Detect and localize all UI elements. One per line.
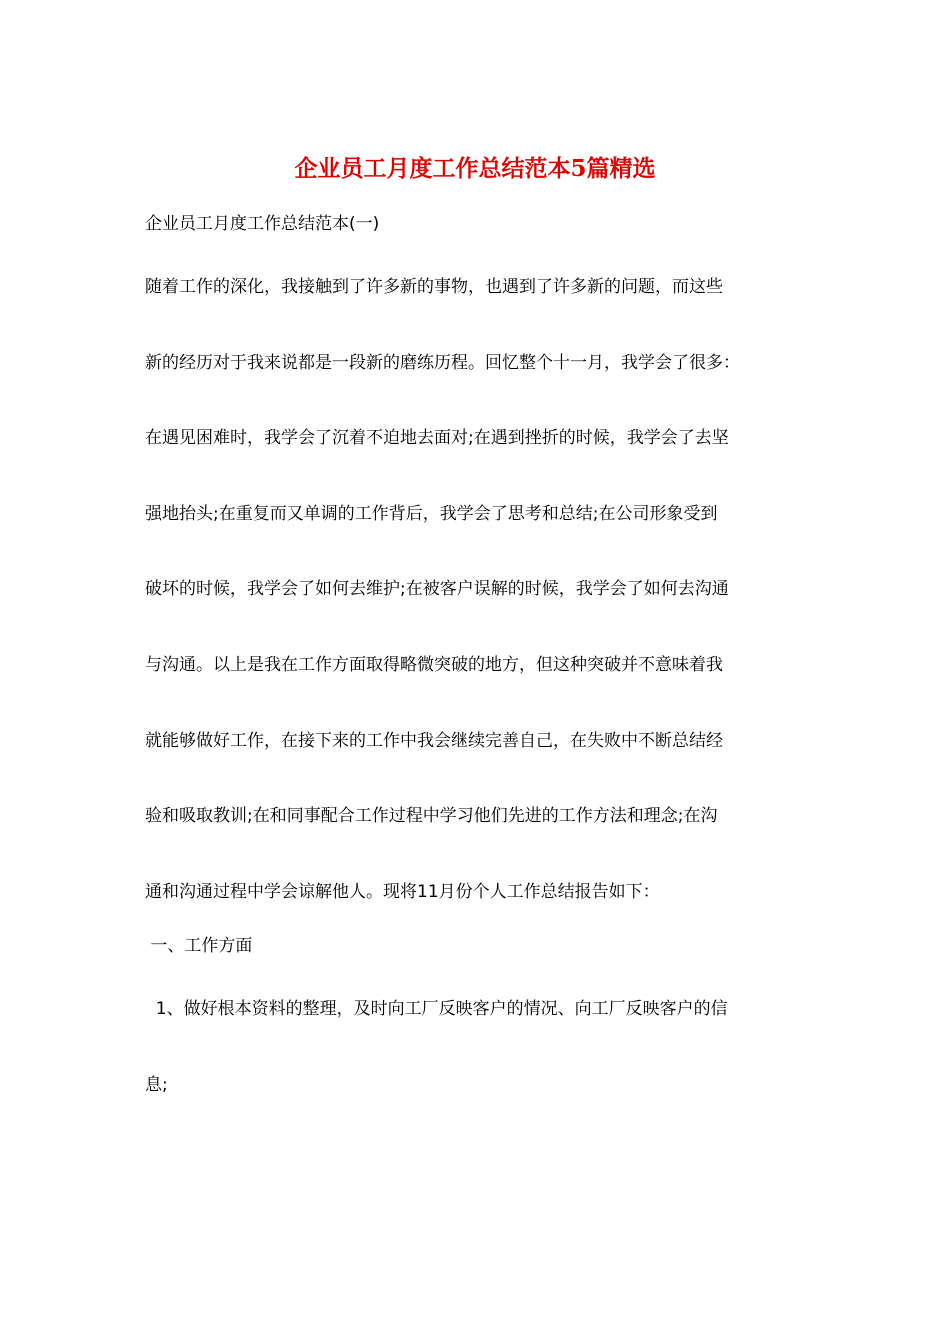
- intro-paragraph: [145, 272, 815, 952]
- paragraph-line: 与沟通。以上是我在工作方面取得略微突破的地方，但这种突破并不意味着我: [145, 654, 723, 675]
- list-item-line: 息;: [145, 1074, 168, 1095]
- paragraph-line: 破坏的时候，我学会了如何去维护;在被客户误解的时候，我学会了如何去沟通: [145, 579, 729, 600]
- paragraph-line: 就能够做好工作，在接下来的工作中我会继续完善自己，在失败中不断总结经: [145, 730, 723, 751]
- section-heading: 一、工作方面: [145, 936, 253, 956]
- list-item: [145, 994, 815, 1145]
- paragraph-line: 强地抬头;在重复而又单调的工作背后，我学会了思考和总结;在公司形象受到: [145, 503, 718, 524]
- paragraph-line: 在遇见困难时，我学会了沉着不迫地去面对;在遇到挫折的时候，我学会了去坚: [145, 428, 729, 449]
- paragraph-line: 通和沟通过程中学会谅解他人。现将11月份个人工作总结报告如下：: [145, 881, 660, 902]
- document-subtitle: 企业员工月度工作总结范本(一): [145, 214, 380, 234]
- document-title: 企业员工月度工作总结范本5篇精选: [294, 155, 656, 182]
- list-item-line: 1、做好根本资料的整理，及时向工厂反映客户的情况、向工厂反映客户的信: [145, 999, 728, 1019]
- paragraph-line: 验和吸取教训;在和同事配合工作过程中学习他们先进的工作方法和理念;在沟: [145, 806, 718, 827]
- paragraph-line: 随着工作的深化，我接触到了许多新的事物，也遇到了许多新的问题，而这些: [145, 277, 723, 297]
- paragraph-line: 新的经历对于我来说都是一段新的磨练历程。回忆整个十一月，我学会了很多：: [145, 352, 740, 373]
